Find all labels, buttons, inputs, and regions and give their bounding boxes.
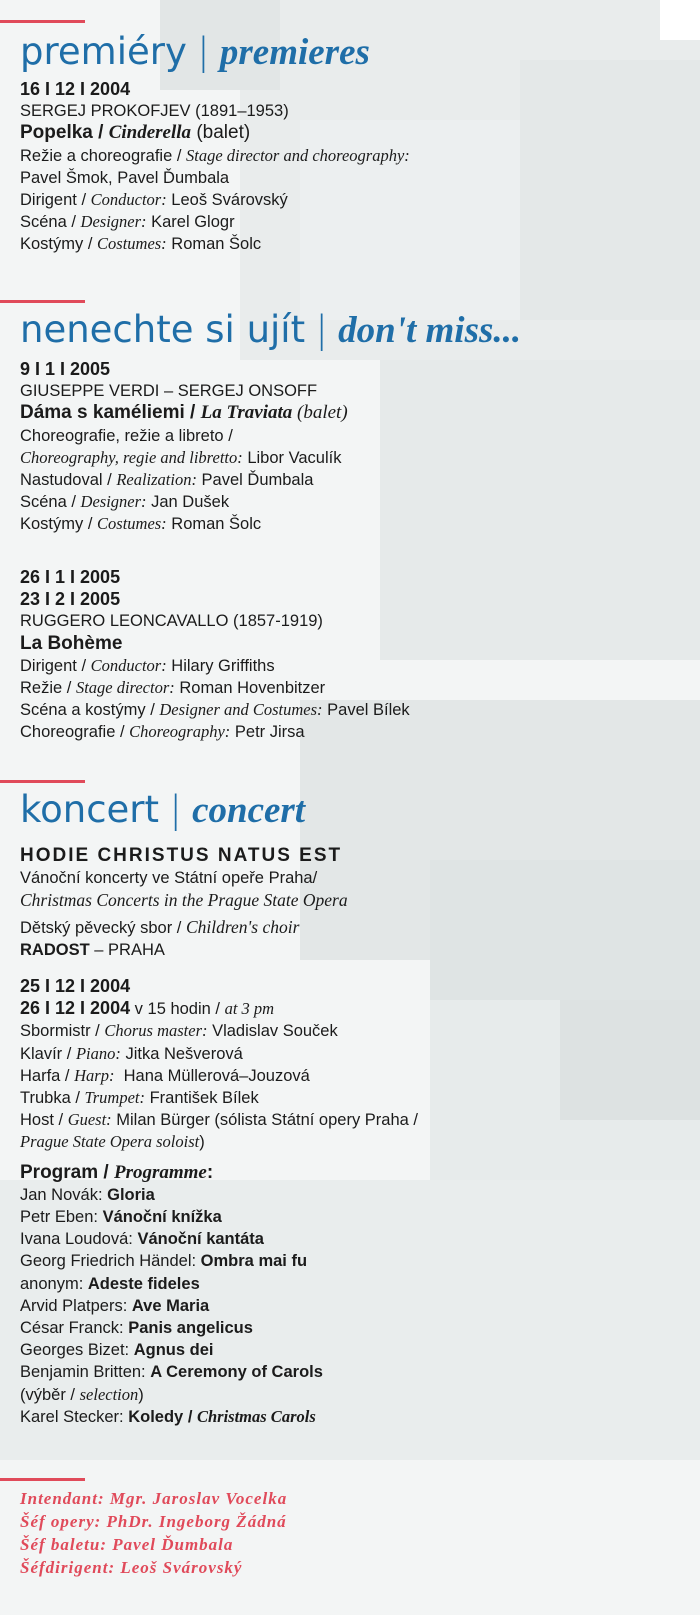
choir-name: RADOST – PRAHA: [20, 940, 165, 959]
composer: GIUSEPPE VERDI – SERGEJ ONSOFF: [20, 382, 318, 401]
performance-date: 16 I 12 I 2004: [20, 79, 131, 99]
performance-date: 23 I 2 I 2005: [20, 589, 121, 610]
work-title: Dáma s kaméliemi / La Traviata (balet): [20, 402, 348, 424]
event-boheme: [20, 566, 690, 744]
program-item: Georges Bizet: Agnus dei: [20, 1341, 214, 1360]
staff-line: Šéf opery: PhDr. Ingeborg Žádná: [20, 1512, 287, 1531]
credit-line: Choreografie / Choreography: Petr Jirsa: [20, 722, 305, 742]
credit-line: Scéna / Designer: Karel Glogr: [20, 212, 235, 232]
credit-line: Dirigent / Conductor: Hilary Griffiths: [20, 655, 275, 675]
credit-line: Trubka / Trumpet: František Bílek: [20, 1088, 259, 1108]
program-item: César Franck: Panis angelicus: [20, 1319, 253, 1338]
section-rule: [0, 1478, 85, 1481]
concert-details: [20, 845, 690, 1428]
credit-line: Kostýmy / Costumes: Roman Šolc: [20, 234, 262, 254]
program-item: Ivana Loudová: Vánoční kantáta: [20, 1230, 264, 1249]
credit-line: Dirigent / Conductor: Leoš Svárovský: [20, 190, 288, 210]
credit-line: Sbormistr / Chorus master: Vladislav Souček: [20, 1021, 338, 1041]
program-item: Georg Friedrich Händel: Ombra mai fu: [20, 1252, 308, 1271]
choir-line: Dětský pěvecký sbor / Children's choir: [20, 916, 300, 937]
credit-line: Host / Guest: Milan Bürger (sólista Státní opery Praha /: [20, 1110, 418, 1130]
staff-line: Šéfdirigent: Leoš Svárovský: [20, 1558, 243, 1577]
section-rule: [0, 300, 85, 303]
composer: SERGEJ PROKOFJEV (1891–1953): [20, 102, 289, 121]
credit-line: Prague State Opera soloist): [20, 1132, 205, 1152]
concert-subtitle-en: Christmas Concerts in the Prague State Opera: [20, 890, 348, 911]
credit-line: Nastudoval / Realization: Pavel Ďumbala: [20, 470, 314, 490]
section-rule: [0, 780, 85, 783]
performance-date: 26 I 1 I 2005: [20, 567, 121, 587]
program-item: (výběr / selection): [20, 1384, 144, 1404]
credit-line: Režie a choreografie / Stage director and choreography:: [20, 145, 410, 165]
work-title: Popelka / Cinderella (balet): [20, 122, 251, 144]
staff-line: Šéf baletu: Pavel Ďumbala: [20, 1535, 234, 1554]
credit-line: Harfa / Harp: Hana Müllerová–Jouzová: [20, 1065, 310, 1085]
credit-line: Kostýmy / Costumes: Roman Šolc: [20, 514, 262, 534]
work-title: La Bohème: [20, 632, 123, 654]
concert-subtitle: Vánoční koncerty ve Státní opeře Praha/: [20, 869, 318, 888]
dont-miss-heading: nenechte si ujít | don't miss...: [20, 308, 522, 351]
credit-line: Scéna / Designer: Jan Dušek: [20, 492, 230, 512]
staff-line: Intendant: Mgr. Jaroslav Vocelka: [20, 1489, 288, 1508]
composer: RUGGERO LEONCAVALLO (1857-1919): [20, 612, 323, 631]
performance-date: 25 I 12 I 2004: [20, 976, 131, 997]
credit-line: Pavel Šmok, Pavel Ďumbala: [20, 168, 230, 187]
credit-line: Choreography, regie and libretto: Libor Vaculík: [20, 447, 342, 467]
program-item: Jan Novák: Gloria: [20, 1185, 155, 1204]
concert-title: HODIE CHRISTUS NATUS EST: [20, 845, 343, 866]
program-item: Benjamin Britten: A Ceremony of Carols: [20, 1363, 323, 1382]
program-item: anonym: Adeste fideles: [20, 1274, 200, 1293]
program-heading: Program / Programme:: [20, 1161, 214, 1183]
section-rule: [0, 20, 85, 23]
staff-credits: [20, 1487, 287, 1579]
premiere-cinderella: [20, 78, 690, 256]
credit-line: Klavír / Piano: Jitka Nešverová: [20, 1043, 243, 1063]
performance-date: 9 I 1 I 2005: [20, 359, 111, 379]
premieres-heading: premiéry | premieres: [20, 30, 370, 73]
credit-line: Choreografie, režie a libreto /: [20, 426, 233, 445]
program-item: Karel Stecker: Koledy / Christmas Carols: [20, 1406, 316, 1426]
program-item: Arvid Platpers: Ave Maria: [20, 1296, 210, 1315]
event-traviata: [20, 358, 690, 536]
performance-date-time: 26 I 12 I 2004 v 15 hodin / at 3 pm: [20, 998, 275, 1019]
credit-line: Režie / Stage director: Roman Hovenbitzer: [20, 678, 326, 698]
credit-line: Scéna a kostýmy / Designer and Costumes: Pavel Bílek: [20, 700, 410, 720]
concert-heading: koncert | concert: [20, 788, 306, 831]
program-item: Petr Eben: Vánoční knížka: [20, 1208, 222, 1227]
